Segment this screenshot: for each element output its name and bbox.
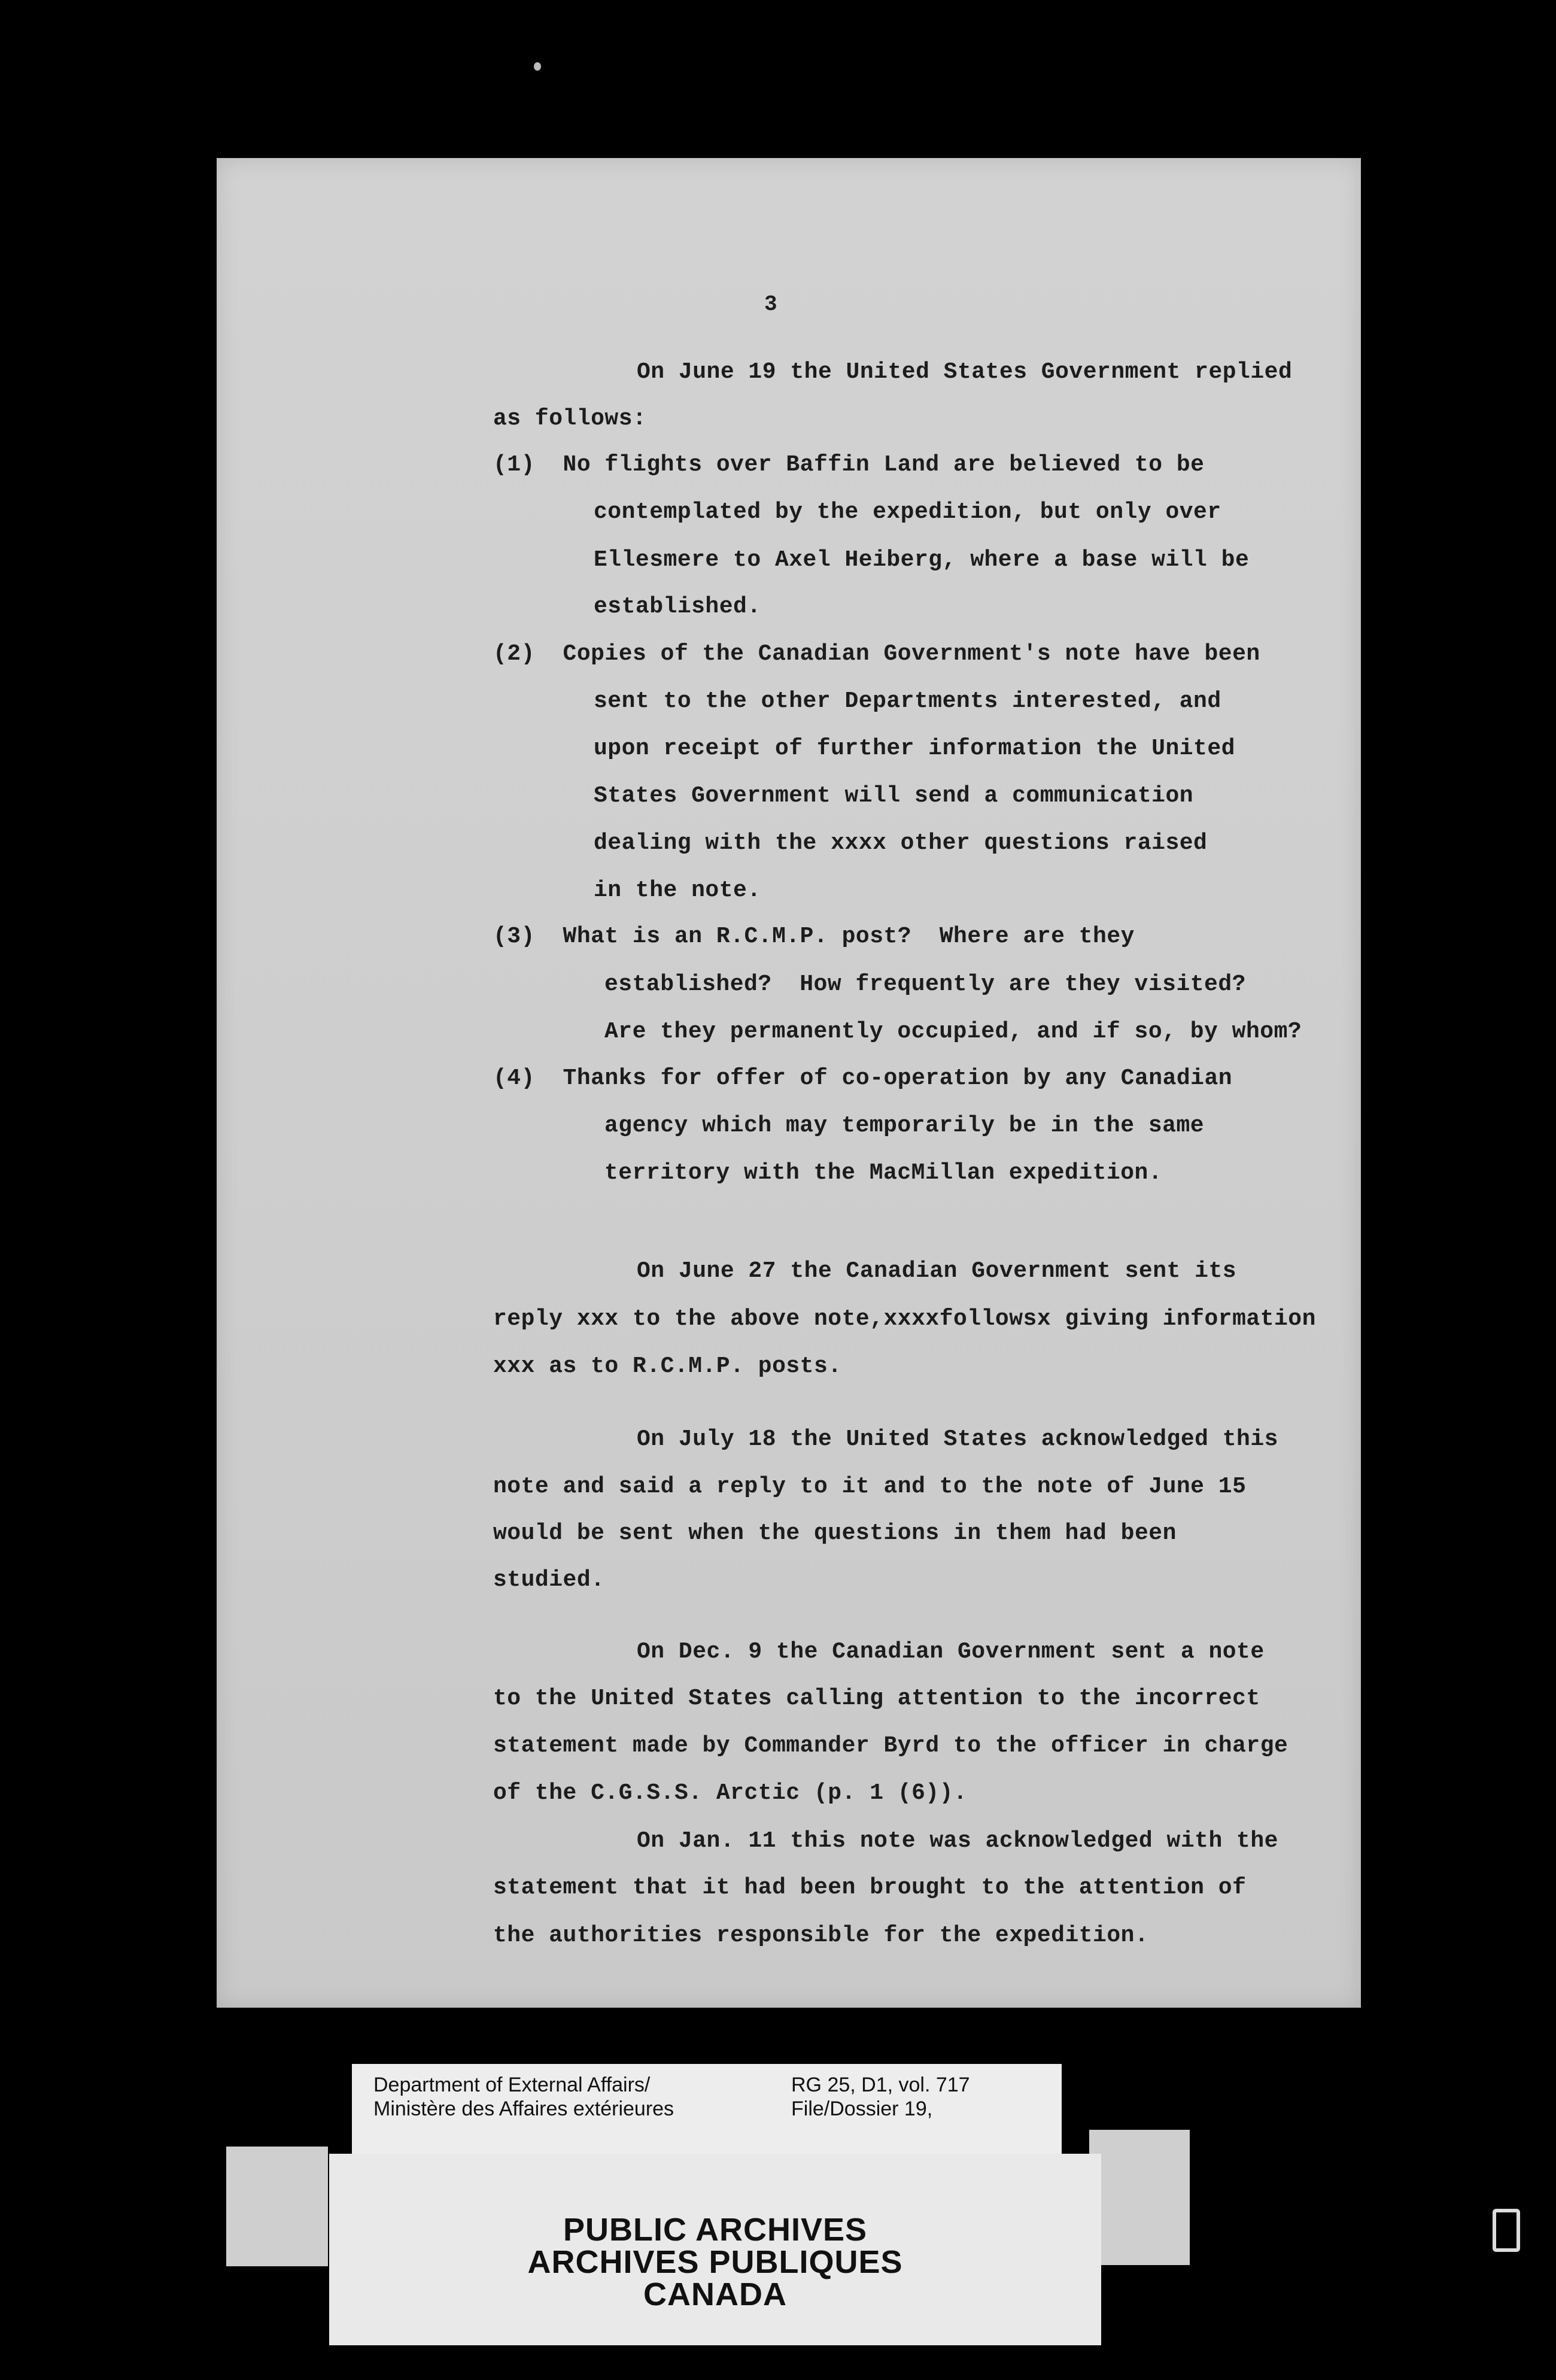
text-line: Ellesmere to Axel Heiberg, where a base will be [594, 547, 1250, 573]
text-line: States Government will send a communication [594, 783, 1194, 809]
document-page [217, 158, 1361, 2008]
archive-label [352, 2064, 1062, 2154]
text-line: dealing with the xxxx other questions raised [594, 830, 1208, 856]
text-line: statement made by Commander Byrd to the officer in charge [493, 1733, 1288, 1759]
text-line: would be sent when the questions in them had been [493, 1520, 1177, 1546]
label-ref-2: File/Dossier 19, [791, 2097, 933, 2120]
page-number: 3 [764, 292, 777, 317]
stamp-line-2: ARCHIVES PUBLIQUES [527, 2244, 903, 2280]
text-line: studied. [493, 1567, 605, 1593]
archive-stamp [329, 2154, 1101, 2345]
text-line: in the note. [594, 878, 761, 903]
text-line: On July 18 the United States acknowledged this [637, 1426, 1278, 1452]
text-line: (4) Thanks for offer of co-operation by any Canadian [493, 1065, 1233, 1091]
text-line: On June 19 the United States Government replied [637, 359, 1293, 385]
text-line: On June 27 the Canadian Government sent its [637, 1258, 1237, 1284]
text-line: of the C.G.S.S. Arctic (p. 1 (6)). [493, 1780, 968, 1806]
text-line: On Jan. 11 this note was acknowledged with the [637, 1828, 1278, 1854]
text-line: the authorities responsible for the expedition. [493, 1923, 1149, 1948]
text-line: statement that it had been brought to the attention of [493, 1875, 1247, 1901]
text-line: to the United States calling attention to the incorrect [493, 1686, 1260, 1711]
dust-speck [534, 62, 541, 71]
text-line: reply xxx to the above note,xxxxfollowsx giving information [493, 1306, 1316, 1332]
text-line: note and said a reply to it and to the note of June 15 [493, 1474, 1247, 1499]
text-line: as follows: [493, 406, 647, 432]
text-line: contemplated by the expedition, but only over [594, 499, 1221, 525]
stamp-line-1: PUBLIC ARCHIVES [563, 2212, 868, 2248]
text-line: (3) What is an R.C.M.P. post? Where are they [493, 924, 1135, 949]
film-mark [1493, 2209, 1520, 2252]
text-line: On Dec. 9 the Canadian Government sent a note [637, 1639, 1265, 1665]
text-line: upon receipt of further information the United [594, 736, 1235, 761]
stand-left [226, 2147, 328, 2266]
text-line: established? How frequently are they visited? [604, 972, 1246, 997]
text-line: xxx as to R.C.M.P. posts. [493, 1353, 842, 1379]
stamp-line-3: CANADA [643, 2276, 787, 2312]
text-line: agency which may temporarily be in the same [604, 1113, 1205, 1139]
label-ref-1: RG 25, D1, vol. 717 [791, 2074, 970, 2096]
text-line: (1) No flights over Baffin Land are believed to be [493, 452, 1205, 478]
stand-right [1089, 2130, 1190, 2265]
text-line: (2) Copies of the Canadian Government's note have been [493, 641, 1260, 667]
text-line: sent to the other Departments interested, and [594, 688, 1221, 714]
label-dept-en: Department of External Affairs/ [373, 2074, 651, 2096]
label-dept-fr: Ministère des Affaires extérieures [373, 2097, 674, 2120]
text-line: territory with the MacMillan expedition. [604, 1160, 1163, 1186]
text-line: established. [594, 594, 761, 620]
text-line: Are they permanently occupied, and if so, by whom? [604, 1019, 1302, 1045]
